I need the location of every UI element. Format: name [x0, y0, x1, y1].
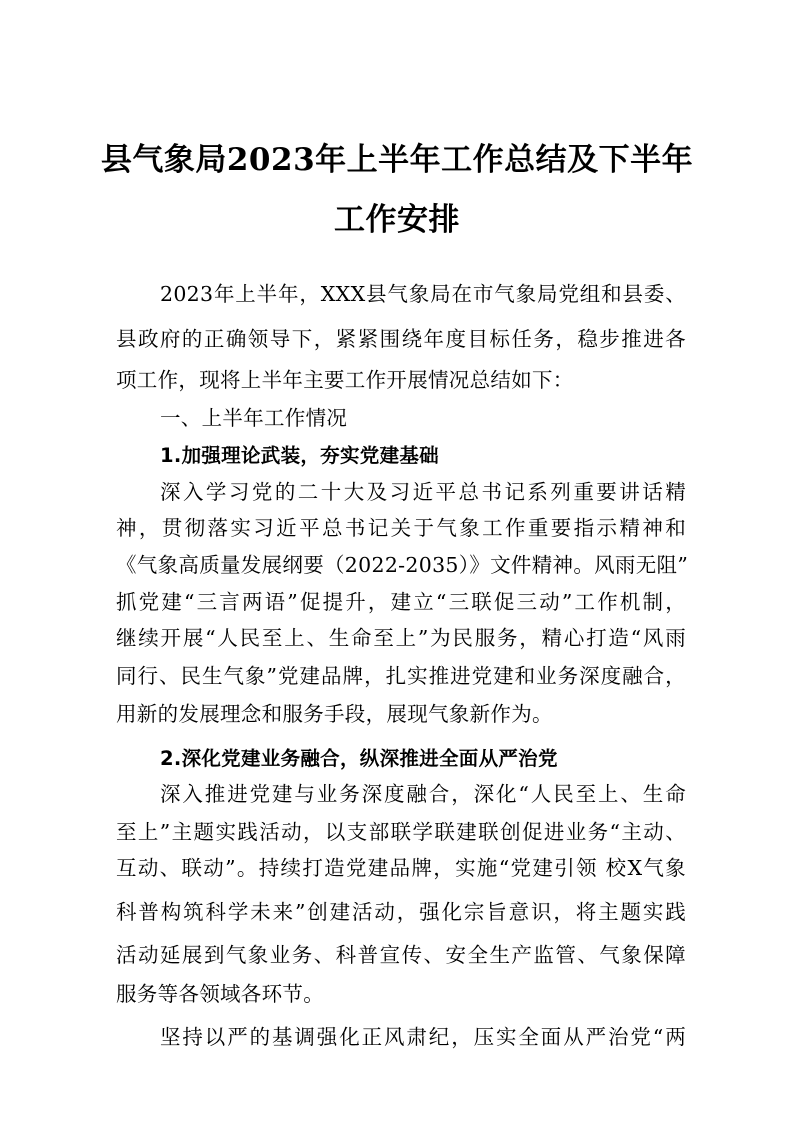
item2-line-2: 至上”主题实践活动，以支部联学联建联创促进业务“主动、 — [116, 820, 686, 844]
intro-line-3: 项工作，现将上半年主要工作开展情况总结如下： — [116, 368, 574, 392]
document-title-line-1: 县气象局2023年上半年工作总结及下半年 — [100, 142, 694, 178]
item2-line-1: 深入推进党建与业务深度融合，深化“人民至上、生命 — [160, 782, 686, 806]
item2-line-6: 服务等各领域各环节。 — [116, 982, 324, 1006]
item1-heading: 1.加强理论武装，夯实党建基础 — [160, 444, 439, 467]
item2-line-3: 互动、联动”。持续打造党建品牌，实施“党建引领 校X气象 — [116, 856, 686, 880]
item2-paragraph2-line-1: 坚持以严的基调强化正风肃纪，压实全面从严治党“两 — [160, 1025, 686, 1049]
item1-line-2: 神，贯彻落实习近平总书记关于气象工作重要指示精神和 — [116, 516, 686, 540]
item2-heading: 2.深化党建业务融合，纵深推进全面从严治党 — [160, 747, 558, 770]
item1-line-1: 深入学习党的二十大及习近平总书记系列重要讲话精 — [160, 480, 686, 504]
item1-line-3: 《气象高质量发展纲要（2022-2035）》文件精神。风雨无阻” — [116, 553, 689, 577]
item2-line-5: 活动延展到气象业务、科普宣传、安全生产监管、气象保障 — [116, 943, 686, 967]
item1-line-7: 用新的发展理念和服务手段，展现气象新作为。 — [116, 702, 553, 726]
item2-line-4: 科普构筑科学未来”创建活动，强化宗旨意识，将主题实践 — [116, 900, 686, 924]
item1-line-6: 同行、民生气象”党建品牌，扎实推进党建和业务深度融合， — [116, 664, 686, 688]
item1-line-4: 抓党建“三言两语”促提升，建立“三联促三动”工作机制， — [116, 590, 686, 614]
section-heading-1: 一、上半年工作情况 — [160, 406, 348, 430]
intro-line-2: 县政府的正确领导下，紧紧围绕年度目标任务，稳步推进各 — [116, 327, 686, 351]
item1-line-5: 继续开展“人民至上、生命至上”为民服务，精心打造“风雨 — [116, 626, 686, 650]
intro-line-1: 2023年上半年，XXX县气象局在市气象局党组和县委、 — [160, 282, 686, 306]
document-title-line-2: 工作安排 — [334, 202, 460, 238]
